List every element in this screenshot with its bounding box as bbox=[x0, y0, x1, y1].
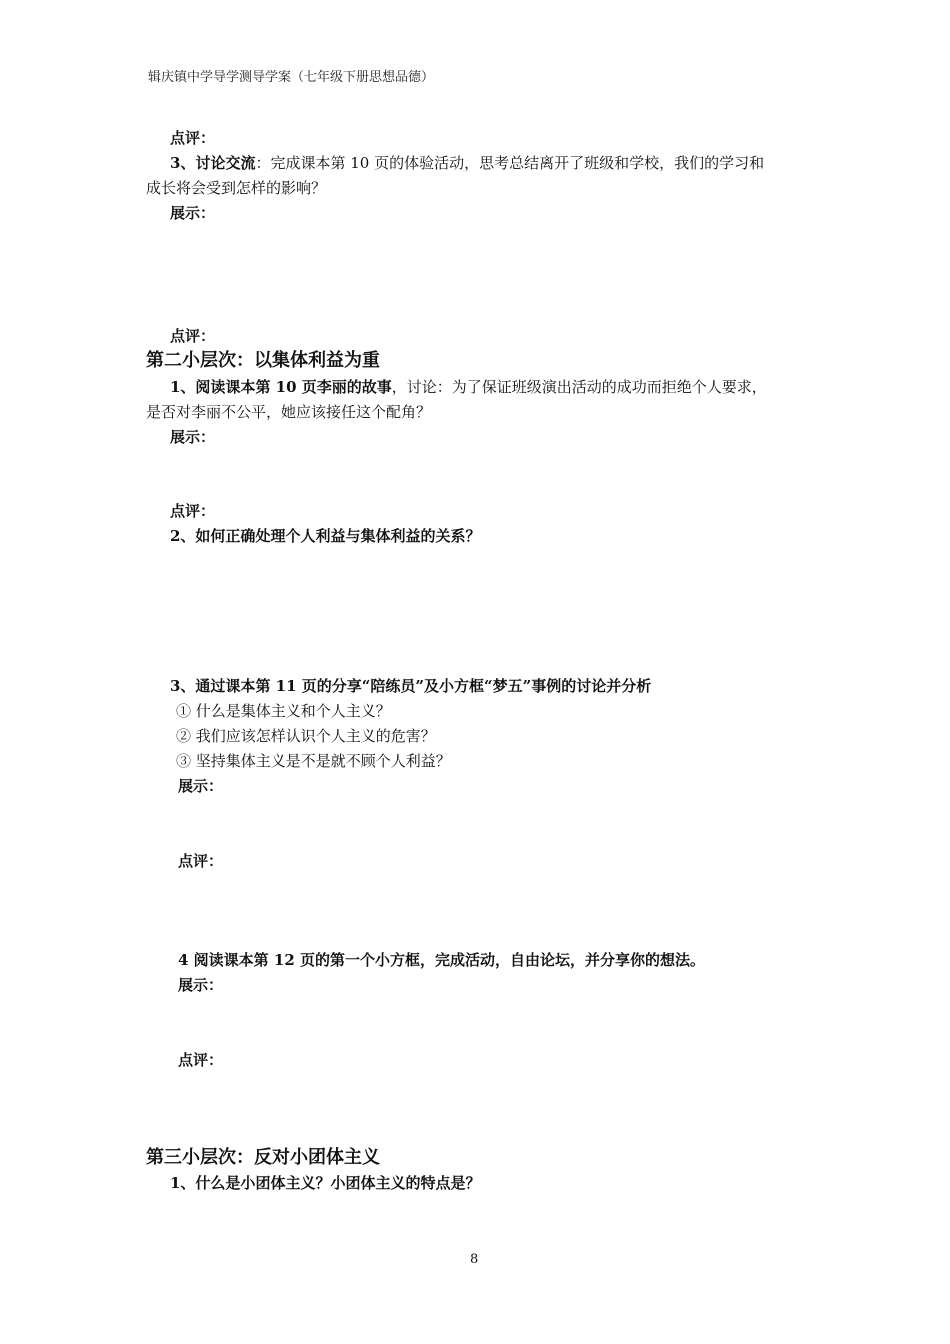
comment-label: 点评： bbox=[178, 852, 224, 870]
page-header: 辑庆镇中学导学测导学案（七年级下册思想品德） bbox=[148, 70, 435, 85]
section2-question-1-bold: 1、阅读课本第 10 页李丽的故事 bbox=[170, 378, 392, 396]
show-label: 展示： bbox=[170, 428, 216, 446]
show-label: 展示： bbox=[178, 777, 224, 795]
sub-question-2: ② 我们应该怎样认识个人主义的危害？ bbox=[176, 727, 436, 745]
question-3-line-1 bbox=[170, 153, 764, 173]
page-number: 8 bbox=[470, 1252, 479, 1267]
sub-question-1: ① 什么是集体主义和个人主义？ bbox=[176, 702, 391, 720]
question-3-text: ：完成课本第 10 页的体验活动，思考总结离开了班级和学校，我们的学习和 bbox=[255, 154, 765, 172]
section2-question-1-text: ，讨论：为了保证班级演出活动的成功而拒绝个人要求， bbox=[391, 378, 767, 396]
section2-question-1-line-1 bbox=[170, 377, 767, 397]
section2-question-3: 3、通过课本第 11 页的分享“陪练员”及小方框“梦五”事例的讨论并分析 bbox=[170, 677, 652, 695]
question-3-keyword: 讨论交流 bbox=[195, 154, 256, 172]
question-3-line-2: 成长将会受到怎样的影响？ bbox=[146, 179, 327, 197]
comment-label: 点评： bbox=[178, 1051, 224, 1069]
section3-question-1: 1、什么是小团体主义？小团体主义的特点是？ bbox=[170, 1174, 481, 1192]
comment-label: 点评： bbox=[170, 502, 216, 520]
section-title: 第三小层次：反对小团体主义 bbox=[146, 1147, 380, 1168]
section2-question-1-line-2: 是否对李丽不公平，她应该接任这个配角？ bbox=[146, 403, 432, 421]
sub-question-3: ③ 坚持集体主义是不是就不顾个人利益？ bbox=[176, 752, 451, 770]
section-title: 第二小层次：以集体利益为重 bbox=[146, 350, 380, 371]
show-label: 展示： bbox=[170, 204, 216, 222]
section2-question-4: 4 阅读课本第 12 页的第一个小方框，完成活动，自由论坛，并分享你的想法。 bbox=[178, 951, 705, 969]
question-3-number: 3、 bbox=[170, 154, 196, 172]
comment-label: 点评： bbox=[170, 129, 216, 147]
show-label: 展示： bbox=[178, 976, 224, 994]
section2-question-2: 2、如何正确处理个人利益与集体利益的关系？ bbox=[170, 527, 481, 545]
comment-label: 点评： bbox=[170, 327, 216, 345]
